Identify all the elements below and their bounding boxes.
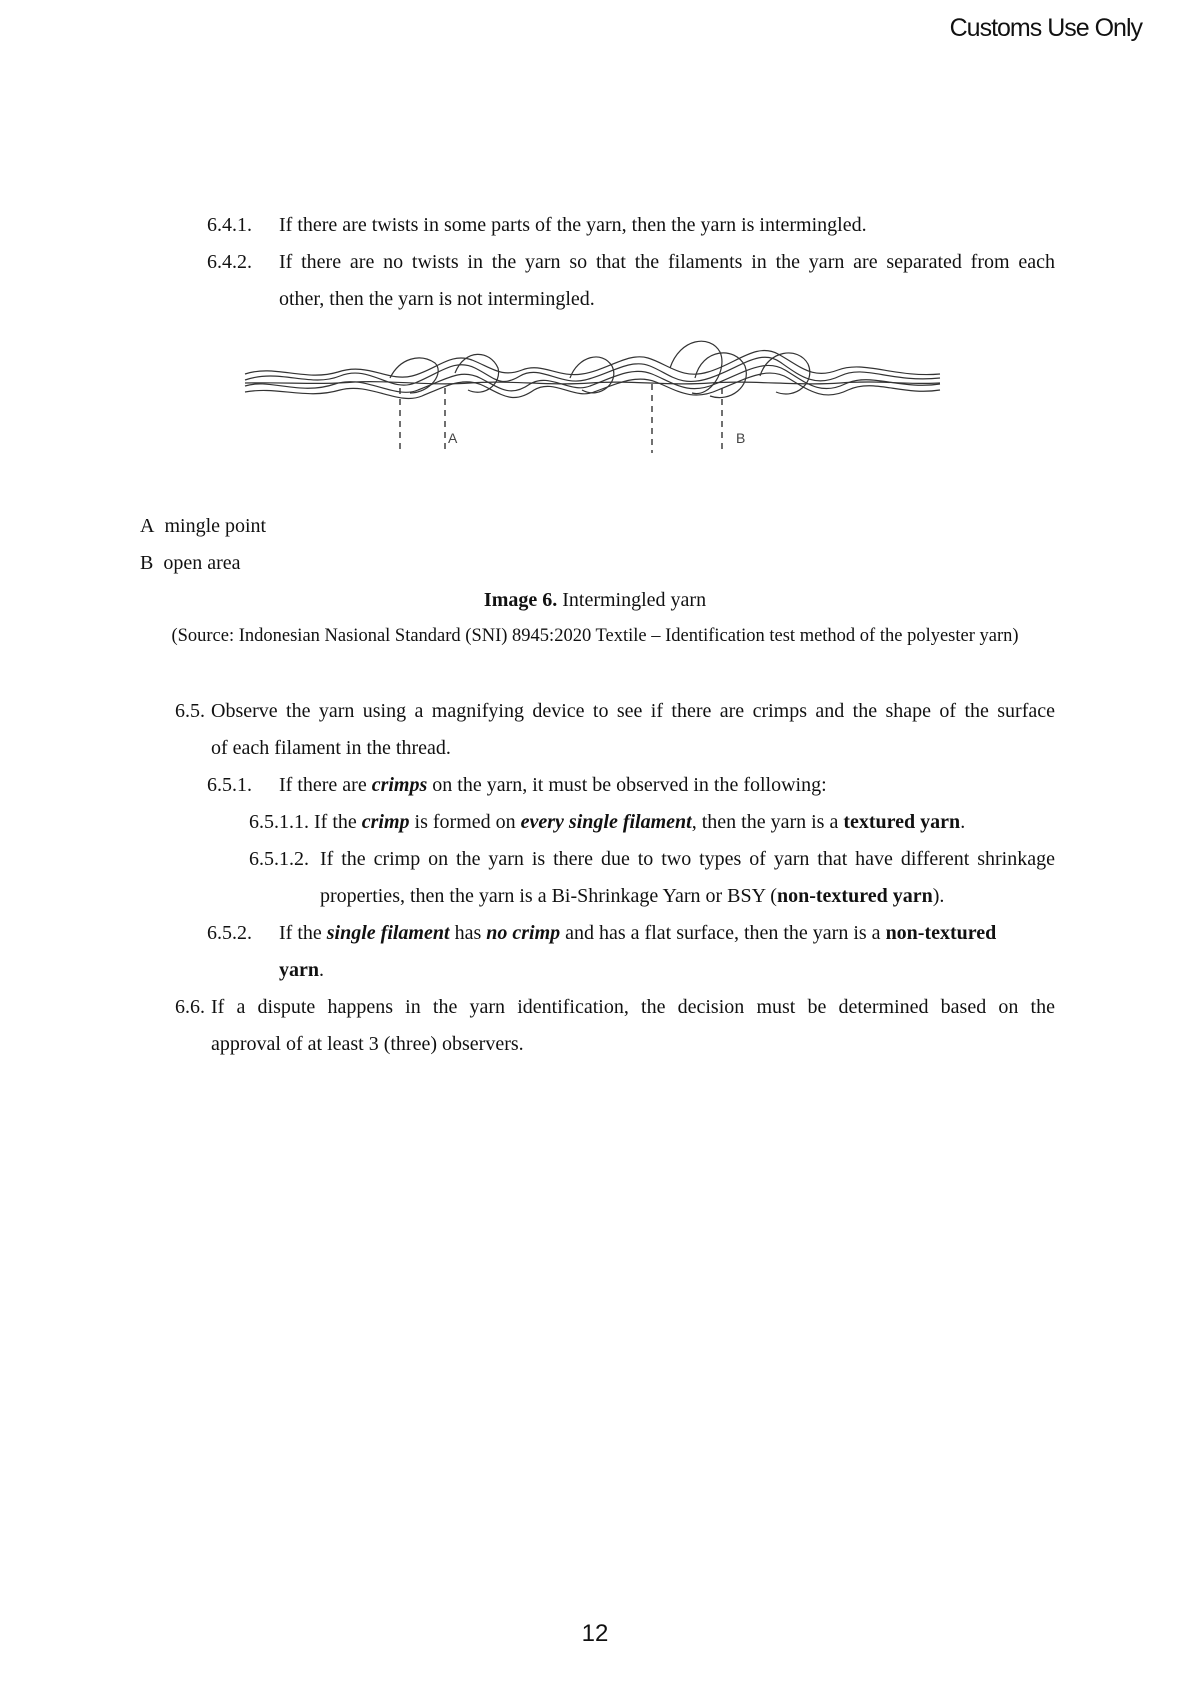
item-number: 6.4.2. bbox=[207, 251, 252, 273]
emphasis: crimp bbox=[361, 811, 410, 833]
legend-item-b bbox=[140, 552, 241, 575]
section-6-5-number: 6.5. bbox=[175, 700, 205, 722]
text: properties, then the yarn is a Bi-Shrinkage Yarn or BSY ( bbox=[320, 885, 777, 907]
section-6-5-2-number: 6.5.2. bbox=[207, 922, 252, 944]
text: . bbox=[960, 811, 966, 833]
figure-source: (Source: Indonesian Nasional Standard (SNI) 8945:2020 Textile – Identification test method of the polyester yarn) bbox=[171, 626, 1019, 646]
page-number: 12 bbox=[581, 1620, 609, 1647]
text: is formed on bbox=[409, 811, 521, 833]
legend-text: mingle point bbox=[164, 515, 267, 537]
section-6-5-1-2-line2 bbox=[320, 885, 944, 908]
caption-label: Image 6. bbox=[483, 589, 558, 611]
emphasis: single filament bbox=[326, 922, 450, 944]
section-6-5-1-number: 6.5.1. bbox=[207, 774, 252, 796]
text: has bbox=[449, 922, 487, 944]
section-6-6-line1: If a dispute happens in the yarn identification, the decision must be determined based on the bbox=[211, 996, 1055, 1018]
legend-text: open area bbox=[163, 552, 241, 574]
section-6-5-line2: of each filament in the thread. bbox=[211, 737, 451, 759]
bold-term: non-textured bbox=[885, 922, 997, 944]
text: . bbox=[319, 959, 324, 981]
emphasis: no crimp bbox=[486, 922, 561, 944]
text: , then the yarn is a bbox=[691, 811, 844, 833]
emphasis: every single filament bbox=[520, 811, 692, 833]
text: If there are bbox=[279, 774, 372, 796]
bold-term: non-textured yarn bbox=[776, 885, 933, 907]
figure-label-a: A bbox=[448, 430, 458, 446]
intermingled-yarn-diagram bbox=[240, 338, 960, 498]
emphasis: crimps bbox=[371, 774, 428, 796]
section-6-5-1-2-number: 6.5.1.2. bbox=[249, 848, 309, 870]
section-6-5-1-1 bbox=[249, 811, 965, 834]
section-6-6-number: 6.6. bbox=[175, 996, 205, 1018]
item-6-4-2 bbox=[207, 251, 252, 274]
bold-term: yarn bbox=[279, 959, 319, 981]
text: If the bbox=[279, 922, 327, 944]
section-6-5-2-line1 bbox=[279, 922, 996, 945]
section-6-5-1-2-line1: If the crimp on the yarn is there due to two types of yarn that have different shrinkage bbox=[320, 848, 1055, 870]
legend-item-a bbox=[140, 515, 266, 538]
figure-caption bbox=[0, 589, 1190, 612]
text: If the bbox=[314, 811, 362, 833]
item-6-4-2-line1: If there are no twists in the yarn so that the filaments in the yarn are separated from each bbox=[279, 251, 1055, 273]
text: on the yarn, it must be observed in the following: bbox=[427, 774, 827, 796]
legend-key: B bbox=[140, 552, 154, 574]
item-6-4-1-text: If there are twists in some parts of the yarn, then the yarn is intermingled. bbox=[279, 214, 867, 236]
header-label: Customs Use Only bbox=[949, 14, 1142, 42]
legend-key: A bbox=[140, 515, 155, 537]
section-6-5-2-line2 bbox=[279, 959, 324, 982]
item-6-4-2-line2: other, then the yarn is not intermingled. bbox=[279, 288, 595, 310]
text: ). bbox=[932, 885, 945, 907]
section-6-5-1-text bbox=[279, 774, 827, 797]
section-6-5-line1: Observe the yarn using a magnifying device to see if there are crimps and the shape of the surface bbox=[211, 700, 1055, 722]
bold-term: textured yarn bbox=[843, 811, 961, 833]
item-number: 6.4.1. bbox=[207, 214, 252, 236]
section-number: 6.5.1.1. bbox=[249, 811, 309, 833]
caption-text: Intermingled yarn bbox=[562, 589, 707, 611]
text: and has a flat surface, then the yarn is a bbox=[560, 922, 886, 944]
section-6-6-line2: approval of at least 3 (three) observers. bbox=[211, 1033, 524, 1055]
item-6-4-1 bbox=[207, 214, 252, 237]
figure-label-b: B bbox=[736, 430, 746, 446]
